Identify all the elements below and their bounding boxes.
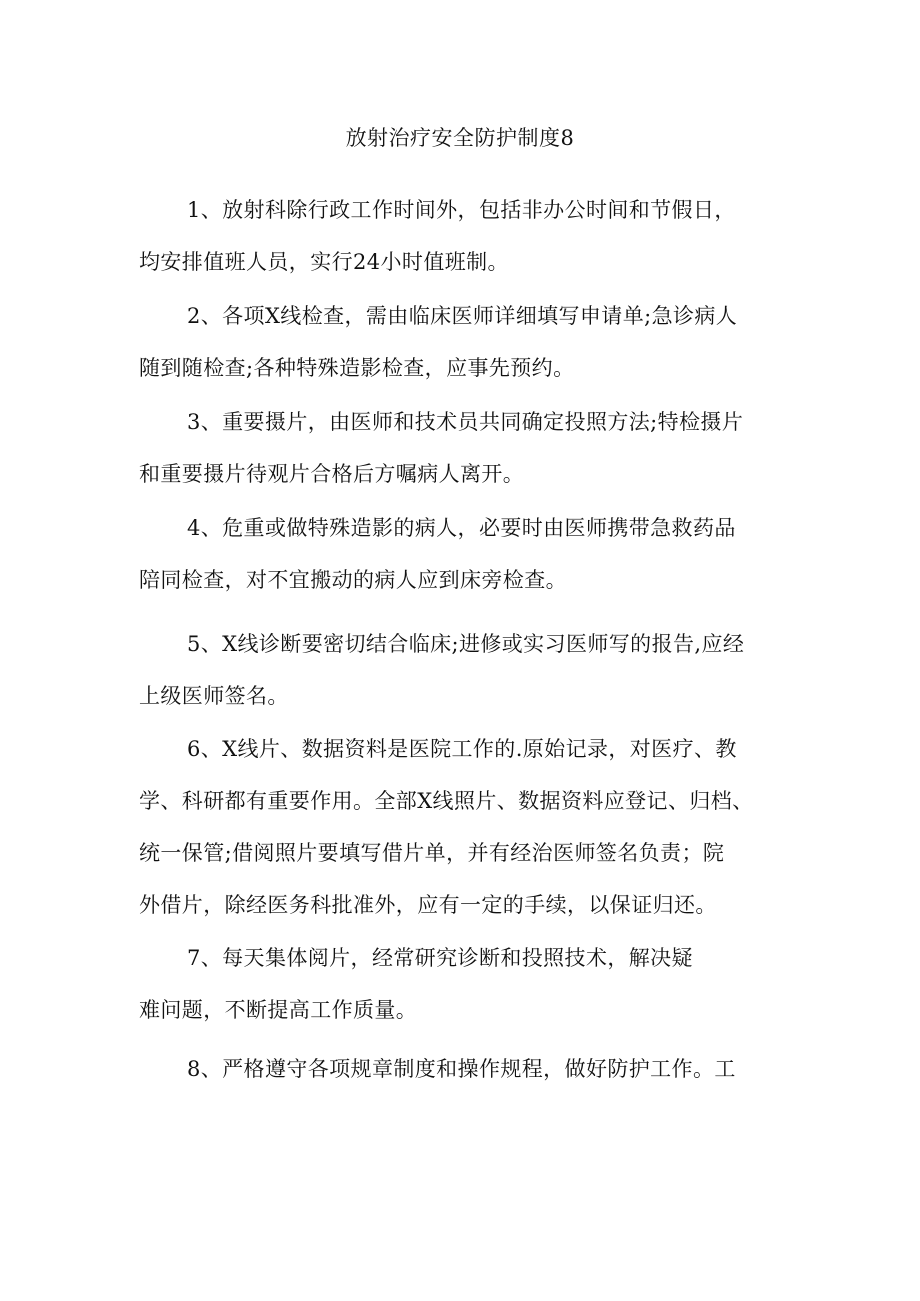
paragraph-line: 学、科研都有重要作用。全部X线照片、数据资料应登记、归档、 <box>139 789 754 813</box>
paragraph-3 <box>139 396 789 500</box>
paragraph-5 <box>139 618 789 722</box>
paragraph-line: 难问题，不断提高工作质量。 <box>139 998 418 1022</box>
paragraph-2 <box>139 290 789 394</box>
paragraph-line: 6、X线片、数据资料是医院工作的.原始记录，对医疗、教 <box>187 737 737 761</box>
paragraph-8 <box>139 1043 789 1095</box>
paragraph-line: 陪同检查，对不宜搬动的病人应到床旁检查。 <box>139 568 567 592</box>
paragraph-line: 统一保管;借阅照片要填写借片单，并有经治医师签名负责；院 <box>139 841 725 865</box>
paragraph-6 <box>139 723 789 931</box>
paragraph-line: 上级医师签名。 <box>139 684 289 708</box>
paragraph-line: 3、重要摄片，由医师和技术员共同确定投照方法;特检摄片 <box>187 410 744 434</box>
paragraph-line: 均安排值班人员，实行24小时值班制。 <box>139 250 509 274</box>
paragraph-line: 7、每天集体阅片，经常研究诊断和投照技术，解决疑 <box>187 946 693 970</box>
paragraph-1 <box>139 184 789 288</box>
paragraph-line: 4、危重或做特殊造影的病人，必要时由医师携带急救药品 <box>187 516 736 540</box>
paragraph-7 <box>139 932 789 1036</box>
paragraph-line: 1、放射科除行政工作时间外，包括非办公时间和节假日， <box>187 198 736 222</box>
paragraph-line: 外借片，除经医务科批准外，应有一定的手续，以保证归还。 <box>139 893 717 917</box>
paragraph-4 <box>139 502 789 606</box>
paragraph-line: 和重要摄片待观片合格后方嘱病人离开。 <box>139 462 525 486</box>
paragraph-line: 8、严格遵守各项规章制度和操作规程，做好防护工作。工 <box>187 1057 736 1081</box>
paragraph-line: 5、X线诊断要密切结合临床;进修或实习医师写的报告,应经 <box>187 632 745 656</box>
document-title: 放射治疗安全防护制度8 <box>345 126 575 150</box>
paragraph-line: 2、各项X线检查，需由临床医师详细填写申请单;急诊病人 <box>187 304 738 328</box>
paragraph-line: 随到随检查;各种特殊造影检查，应事先预约。 <box>139 356 575 380</box>
